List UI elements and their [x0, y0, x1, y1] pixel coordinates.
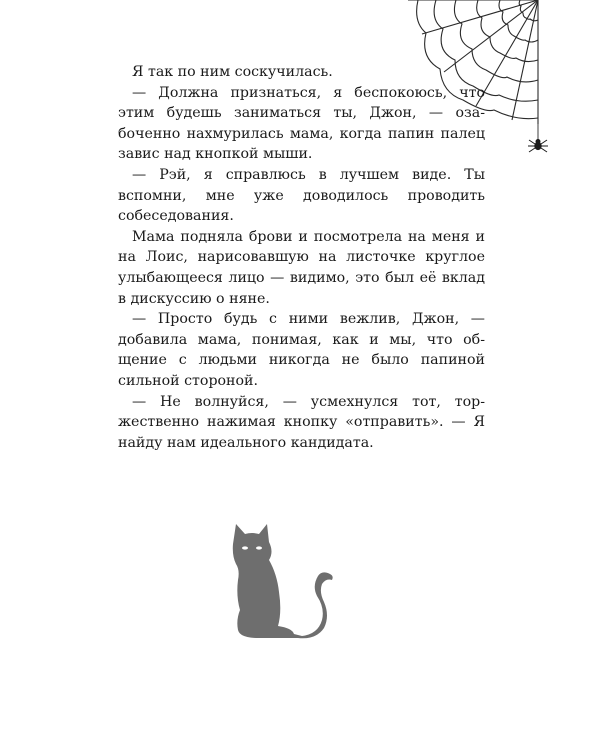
paragraph: — Должна признаться, я беспокоюсь, что этим будешь заниматься ты, Джон, — озабоченно нахмурилась мама, когда папин палец завис над кнопкой мыши.: [118, 84, 485, 163]
spider-icon: [528, 140, 548, 153]
paragraph: — Не волнуйся, — усмехнулся тот, торжественно нажимая кнопку «отправить». — Я найду нам идеального кандидата.: [118, 393, 485, 451]
story-text: [118, 62, 485, 453]
paragraph: Я так по ним соскучилась.: [132, 64, 333, 80]
paragraph: — Рэй, я справлюсь в лучшем виде. Ты вспомни, мне уже доводилось проводить собеседования.: [118, 166, 485, 225]
paragraph: — Просто будь с ними вежлив, Джон, — добавила мама, понимая, как и мы, что общение с людьми никогда не было папиной сильной стороной.: [118, 311, 485, 389]
cat-icon: [222, 524, 342, 639]
paragraph: Мама подняла брови и посмотрела на меня и на Лоис, нарисовавшую на листочке круглое улыбающееся лицо — видимо, это был её вклад в дискуссию о няне.: [118, 228, 485, 307]
